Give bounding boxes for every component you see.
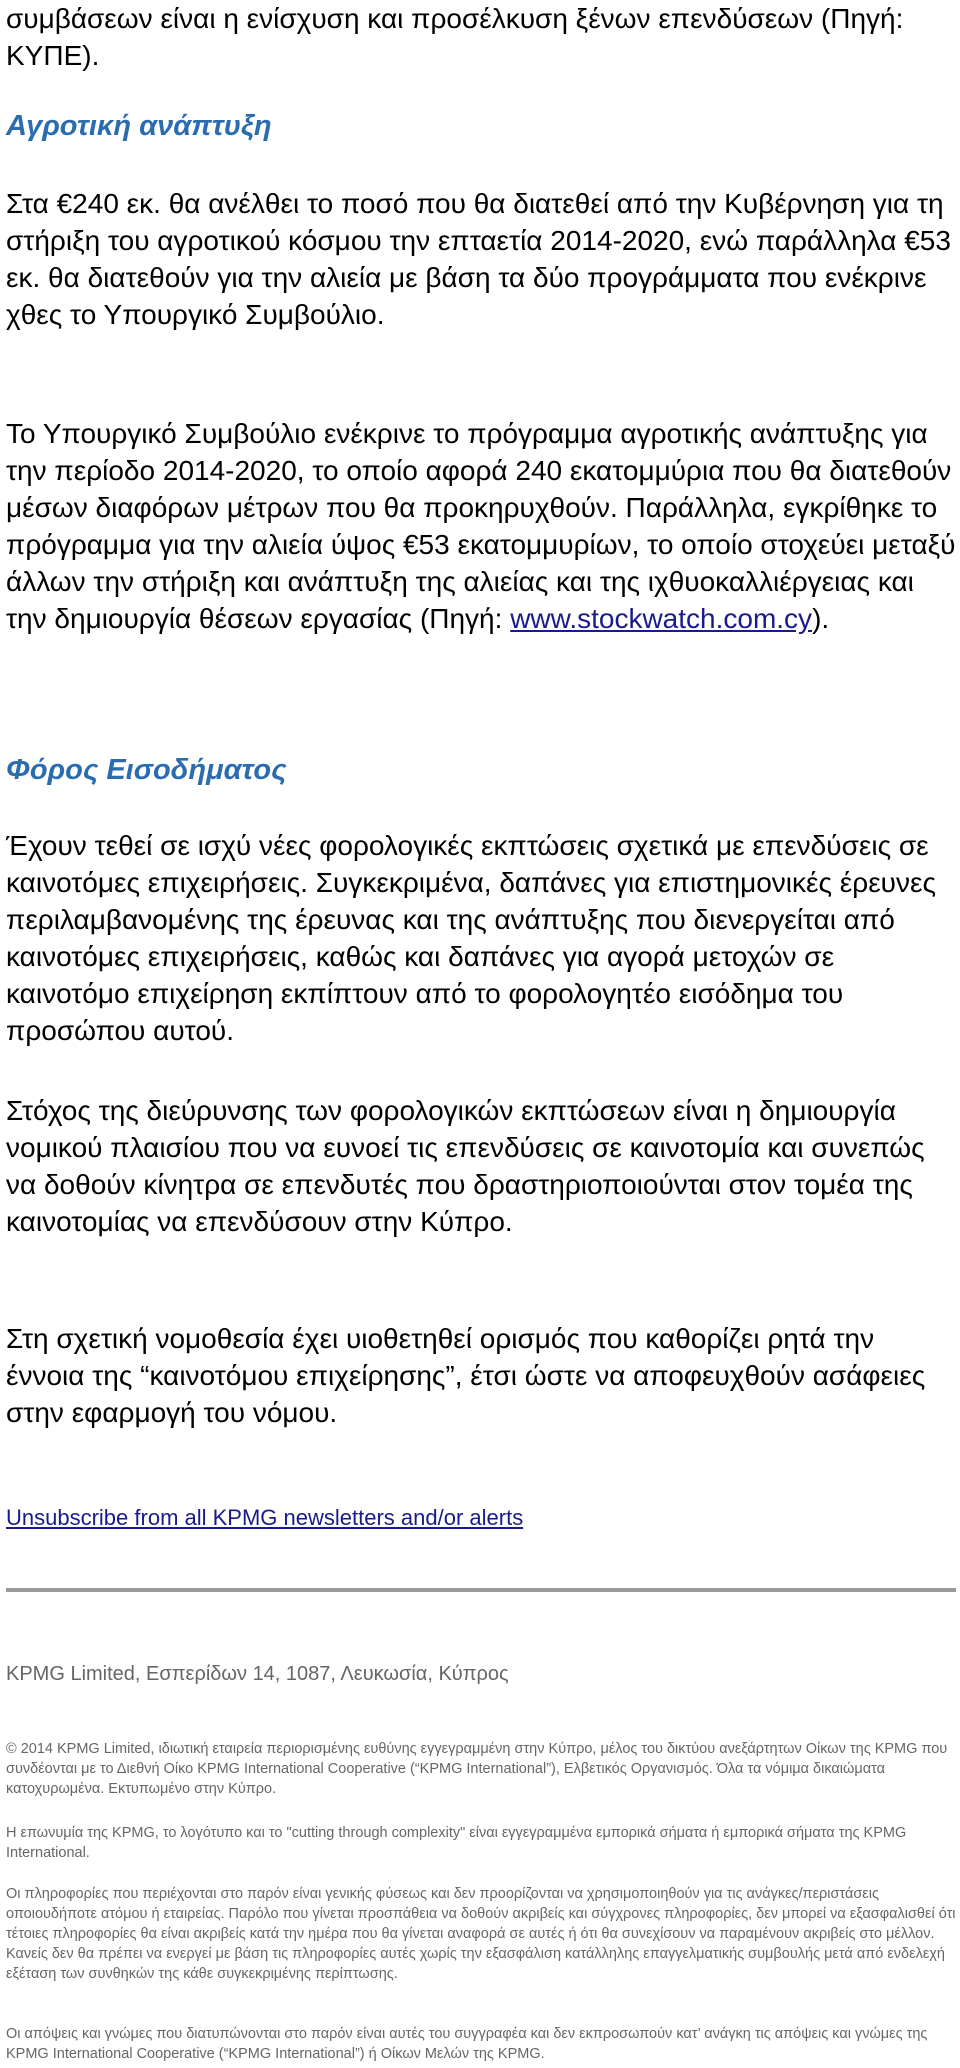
stockwatch-link[interactable]: www.stockwatch.com.cy bbox=[510, 603, 813, 634]
agri-paragraph-2-text: Το Υπουργικό Συμβούλιο ενέκρινε το πρόγραμμα αγροτικής ανάπτυξης για την περίοδο 2014-2020, το οποίο αφορά 240 εκατομμύρια που θα διατεθούν μέσων διαφόρων μέτρων που θα προκηρυχθούν. Παράλληλα, εγκρίθηκε το πρόγραμμα για την αλιεία ύψος €53 εκατομμυρίων, το οποίο στοχεύει μεταξύ άλλων την στήριξη και ανάπτυξη της αλιείας και της ιχθυοκαλλιέργειας και την δημιουργία θέσεων εργασίας (Πηγή: bbox=[6, 418, 956, 634]
agri-heading: Αγροτική ανάπτυξη bbox=[6, 110, 272, 142]
copyright-notice: © 2014 KPMG Limited, ιδιωτική εταιρεία περιορισμένης ευθύνης εγγεγραμμένη στην Κύπρο, μέλος του δικτύου ανεξάρτητων Οίκων της KPMG που συνδέονται με το Διεθνή Οίκο KPMG International Cooperative (“KPMG International”), Ελβετικός Οργανισμός. Όλα τα νόμιμα δικαιώματα κατοχυρωμένα. Εκτυπωμένο στην Κύπρο. bbox=[6, 1741, 948, 1797]
tax-paragraph-3: Στη σχετική νομοθεσία έχει υιοθετηθεί ορισμός που καθορίζει ρητά την έννοια της “καινοτόμου επιχείρησης”, έτσι ώστε να αποφευχθούν ασάφειες στην εφαρμογή του νόμου. bbox=[6, 1323, 926, 1428]
agri-paragraph-1: Στα €240 εκ. θα ανέλθει το ποσό που θα διατεθεί από την Κυβέρνηση για τη στήριξη του αγροτικού κόσμου την επταετία 2014-2020, ενώ παράλληλα €53 εκ. θα διατεθούν για την αλιεία με βάση τα δύο προγράμματα που ενέκρινε χθες το Υπουργικό Συμβούλιο. bbox=[6, 188, 951, 330]
trademark-notice: Η επωνυμία της KPMG, το λογότυπο και το "cutting through complexity" είναι εγγεγραμμένα εμπορικά σήματα ή εμπορικά σήματα της KPMG International. bbox=[6, 1825, 907, 1861]
tax-paragraph-1: Έχουν τεθεί σε ισχύ νέες φορολογικές εκπτώσεις σχετικά με επενδύσεις σε καινοτόμες επιχειρήσεις. Συγκεκριμένα, δαπάνες για επιστημονικές έρευνες περιλαμβανομένης της έρευνας και της ανάπτυξης που διενεργείται από καινοτόμες επιχειρήσεις, καθώς και δαπάνες για αγορά μετοχών σε καινοτόμο επιχείρηση εκπίπτουν από το φορολογητέο εισόδημα του προσώπου αυτού. bbox=[6, 830, 936, 1046]
disclaimer-notice: Οι πληροφορίες που περιέχονται στο παρόν είναι γενικής φύσεως και δεν προορίζονται να χρησιμοποιηθούν για τις ανάγκες/περιστάσεις οποιουδήποτε ατόμου ή εταιρείας. Παρόλο που γίνεται προσπάθεια να δοθούν ακριβείς και σύγχρονες πληροφορίες, δεν μπορεί να εξασφαλισθεί ότι τέτοιες πληροφορίες θα είναι ακριβείς κατά την ημέρα που θα γίνεται αναφορά σε αυτές ή ότι θα συνεχίσουν να παραμένουν ακριβείς στο μέλλον. Κανείς δεν θα πρέπει να ενεργεί με βάση τις πληροφορίες αυτές χωρίς την εξασφάλιση κατάλληλης επαγγελματικής συμβουλής μετά από ενδελεχή εξέταση των συνθηκών της κάθε συγκεκριμένης περίπτωσης. bbox=[6, 1886, 956, 1982]
agri-paragraph-2 bbox=[6, 415, 956, 637]
agri-paragraph-2-end: ). bbox=[812, 603, 830, 634]
opinions-notice: Οι απόψεις και γνώμες που διατυπώνονται στο παρόν είναι αυτές του συγγραφέα και δεν εκπροσωπούν κατ’ ανάγκη τις απόψεις και γνώμες της KPMG International Cooperative (“KPMG International”) ή Οίκων Μελών της KPMG. bbox=[6, 2026, 928, 2062]
tax-paragraph-2: Στόχος της διεύρυνσης των φορολογικών εκπτώσεων είναι η δημιουργία νομικού πλαισίου που να ευνοεί τις επενδύσεις σε καινοτομία και συνεπώς να δοθούν κίνητρα σε επενδυτές που δραστηριοποιούνται στον τομέα της καινοτομίας να επενδύσουν στην Κύπρο. bbox=[6, 1095, 925, 1237]
footer-divider bbox=[6, 1588, 956, 1592]
tax-heading: Φόρος Εισοδήματος bbox=[6, 754, 287, 786]
company-address: KPMG Limited, Εσπερίδων 14, 1087, Λευκωσία, Κύπρος bbox=[6, 1663, 509, 1685]
intro-paragraph: συμβάσεων είναι η ενίσχυση και προσέλκυση ξένων επενδύσεων (Πηγή: ΚΥΠΕ). bbox=[6, 3, 904, 71]
unsubscribe-link[interactable]: Unsubscribe from all KPMG newsletters and/or alerts bbox=[6, 1505, 524, 1530]
